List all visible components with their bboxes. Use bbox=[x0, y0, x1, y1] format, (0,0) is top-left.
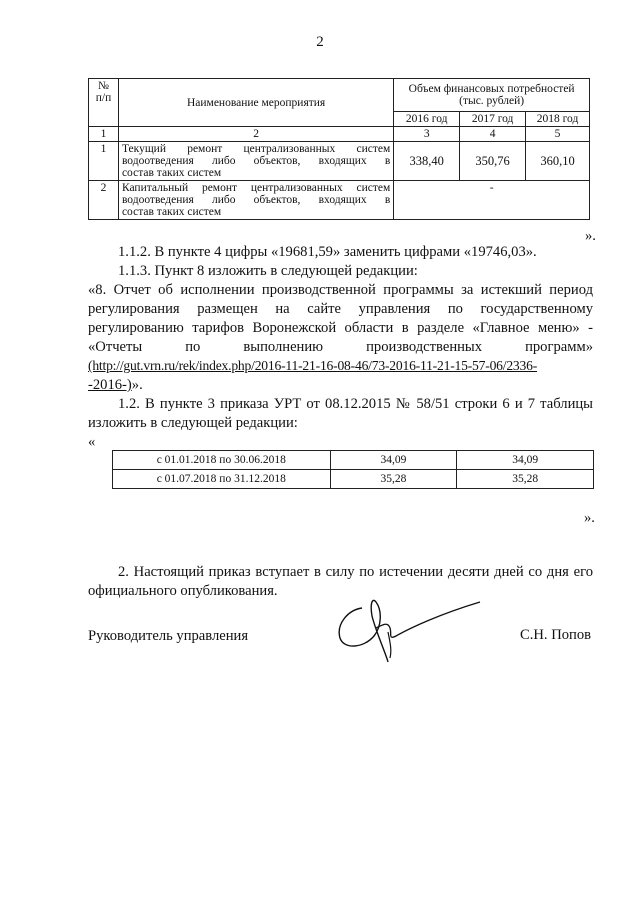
value-2016: 338,40 bbox=[394, 142, 460, 181]
header-year-2017: 2017 год bbox=[460, 112, 526, 127]
link-close-quote: ». bbox=[131, 377, 143, 393]
close-quote: ». bbox=[585, 228, 596, 244]
row-name-line: водоотведения либо объектов, входящих в bbox=[121, 155, 391, 167]
paragraph-8-line: регулирования размещен на сайте управления по государственному bbox=[88, 301, 593, 317]
row-name bbox=[118, 142, 393, 181]
tariff-table bbox=[112, 450, 594, 489]
paragraph-1-2-line: изложить в следующей редакции: bbox=[88, 415, 298, 431]
report-link[interactable]: (http://gut.vrn.ru/rek/index.php/2016-11-21-16-08-46/73-2016-11-21-15-57-06/2336- bbox=[88, 358, 538, 373]
paragraph-1-1-2: 1.1.2. В пункте 4 цифры «19681,59» заменить цифрами «19746,03». bbox=[118, 244, 537, 260]
header-num: № п/п bbox=[89, 79, 119, 127]
period-cell: с 01.07.2018 по 31.12.2018 bbox=[113, 470, 331, 489]
row-name-line: Текущий ремонт централизованных систем bbox=[121, 143, 391, 155]
header-name: Наименование мероприятия bbox=[118, 79, 393, 127]
header-year-2016: 2016 год bbox=[394, 112, 460, 127]
value-cell: 35,28 bbox=[457, 470, 594, 489]
row-num: 2 bbox=[89, 181, 119, 220]
close-quote: ». bbox=[584, 510, 595, 526]
paragraph-1-1-3: 1.1.3. Пункт 8 изложить в следующей редакции: bbox=[118, 263, 418, 279]
paragraph-2-line: 2. Настоящий приказ вступает в силу по истечении десяти дней со дня его bbox=[118, 564, 593, 580]
paragraph-1-2-line: 1.2. В пункте 3 приказа УРТ от 08.12.2015 № 58/51 строки 6 и 7 таблицы bbox=[118, 396, 593, 412]
table-row bbox=[113, 470, 594, 489]
handwritten-signature bbox=[330, 592, 490, 664]
row-name-line: Капитальный ремонт централизованных систем bbox=[121, 182, 391, 194]
signatory-name: С.Н. Попов bbox=[520, 627, 592, 643]
value-2018: 360,10 bbox=[526, 142, 590, 181]
row-name-line: водоотведения либо объектов, входящих в bbox=[121, 194, 391, 206]
merged-value: - bbox=[394, 181, 590, 220]
row-num: 1 bbox=[89, 142, 119, 181]
page-number: 2 bbox=[316, 34, 324, 50]
financial-table bbox=[88, 78, 590, 220]
table-row bbox=[89, 142, 590, 181]
paragraph-8-line: регулированию тарифов Воронежской области в разделе «Главное меню» - bbox=[88, 320, 593, 336]
index-cell: 2 bbox=[118, 127, 393, 142]
index-cell: 3 bbox=[394, 127, 460, 142]
row-name bbox=[118, 181, 393, 220]
table-row bbox=[113, 451, 594, 470]
signatory-position: Руководитель управления bbox=[88, 628, 249, 644]
value-cell: 34,09 bbox=[457, 451, 594, 470]
paragraph-8-link bbox=[88, 357, 593, 375]
row-name-line: состав таких систем bbox=[121, 167, 222, 179]
index-cell: 4 bbox=[460, 127, 526, 142]
report-link-cont[interactable]: -2016-) bbox=[88, 377, 132, 393]
paragraph-2-line: официального опубликования. bbox=[88, 583, 278, 599]
paragraph-8-link-end bbox=[88, 376, 593, 394]
paragraph-8-line: «Отчеты по выполнению производственных программ» bbox=[88, 339, 593, 355]
value-cell: 35,28 bbox=[330, 470, 457, 489]
index-cell: 1 bbox=[89, 127, 119, 142]
table-row bbox=[89, 181, 590, 220]
header-finance: Объем финансовых потребностей (тыс. рублей) bbox=[394, 79, 590, 112]
header-year-2018: 2018 год bbox=[526, 112, 590, 127]
paragraph-8-line: «8. Отчет об исполнении производственной программы за истекший период bbox=[88, 282, 593, 298]
index-cell: 5 bbox=[526, 127, 590, 142]
row-name-line: состав таких систем bbox=[121, 206, 222, 218]
value-cell: 34,09 bbox=[330, 451, 457, 470]
open-quote: « bbox=[88, 434, 96, 450]
period-cell: с 01.01.2018 по 30.06.2018 bbox=[113, 451, 331, 470]
value-2017: 350,76 bbox=[460, 142, 526, 181]
